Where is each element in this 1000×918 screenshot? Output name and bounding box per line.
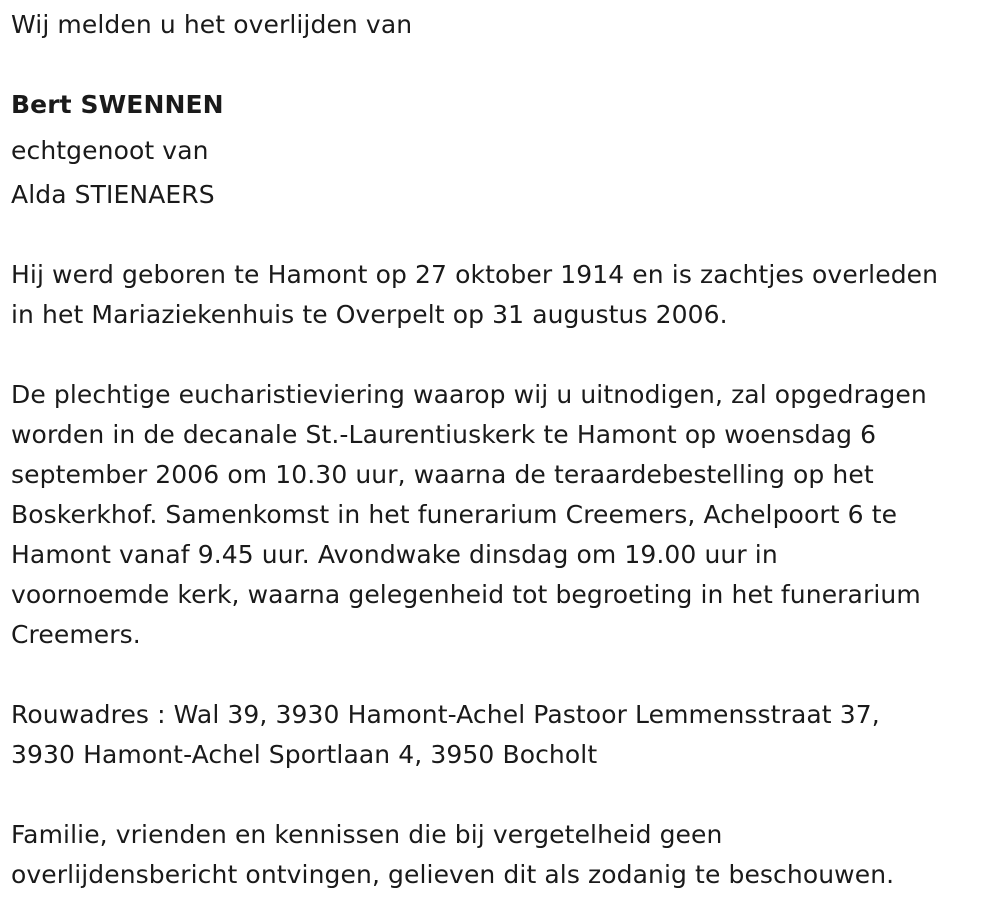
intro-line: Wij melden u het overlijden van [11, 10, 413, 39]
ceremony-line: worden in de decanale St.-Laurentiuskerk te Hamont op woensdag 6 [11, 420, 877, 449]
ceremony-line: De plechtige eucharistieviering waarop wij u uitnodigen, zal opgedragen [11, 380, 927, 409]
relation-line: echtgenoot van [11, 136, 209, 165]
closing-line: overlijdensbericht ontvingen, gelieven dit als zodanig te beschouwen. [11, 860, 895, 889]
address-line: Rouwadres : Wal 39, 3930 Hamont-Achel Pastoor Lemmensstraat 37, [11, 700, 880, 729]
ceremony-line: Creemers. [11, 620, 141, 649]
ceremony-line: Hamont vanaf 9.45 uur. Avondwake dinsdag om 19.00 uur in [11, 540, 778, 569]
birth-death-line: in het Mariaziekenhuis te Overpelt op 31 augustus 2006. [11, 300, 728, 329]
spacer [11, 655, 991, 695]
birth-death-line: Hij werd geboren te Hamont op 27 oktober 1914 en is zachtjes overleden [11, 260, 939, 289]
deceased-name: Bert SWENNEN [11, 90, 224, 119]
address-line: 3930 Hamont-Achel Sportlaan 4, 3950 Bocholt [11, 740, 598, 769]
spacer [11, 335, 991, 375]
spouse-name: Alda STIENAERS [11, 180, 215, 209]
spacer [11, 45, 991, 85]
ceremony-line: september 2006 om 10.30 uur, waarna de teraardebestelling op het [11, 460, 874, 489]
closing-line: Familie, vrienden en kennissen die bij vergetelheid geen [11, 820, 723, 849]
spacer [11, 215, 991, 255]
ceremony-line: Boskerkhof. Samenkomst in het funerarium Creemers, Achelpoort 6 te [11, 500, 898, 529]
death-notice [11, 5, 991, 895]
ceremony-line: voornoemde kerk, waarna gelegenheid tot begroeting in het funerarium [11, 580, 921, 609]
spacer [11, 775, 991, 815]
